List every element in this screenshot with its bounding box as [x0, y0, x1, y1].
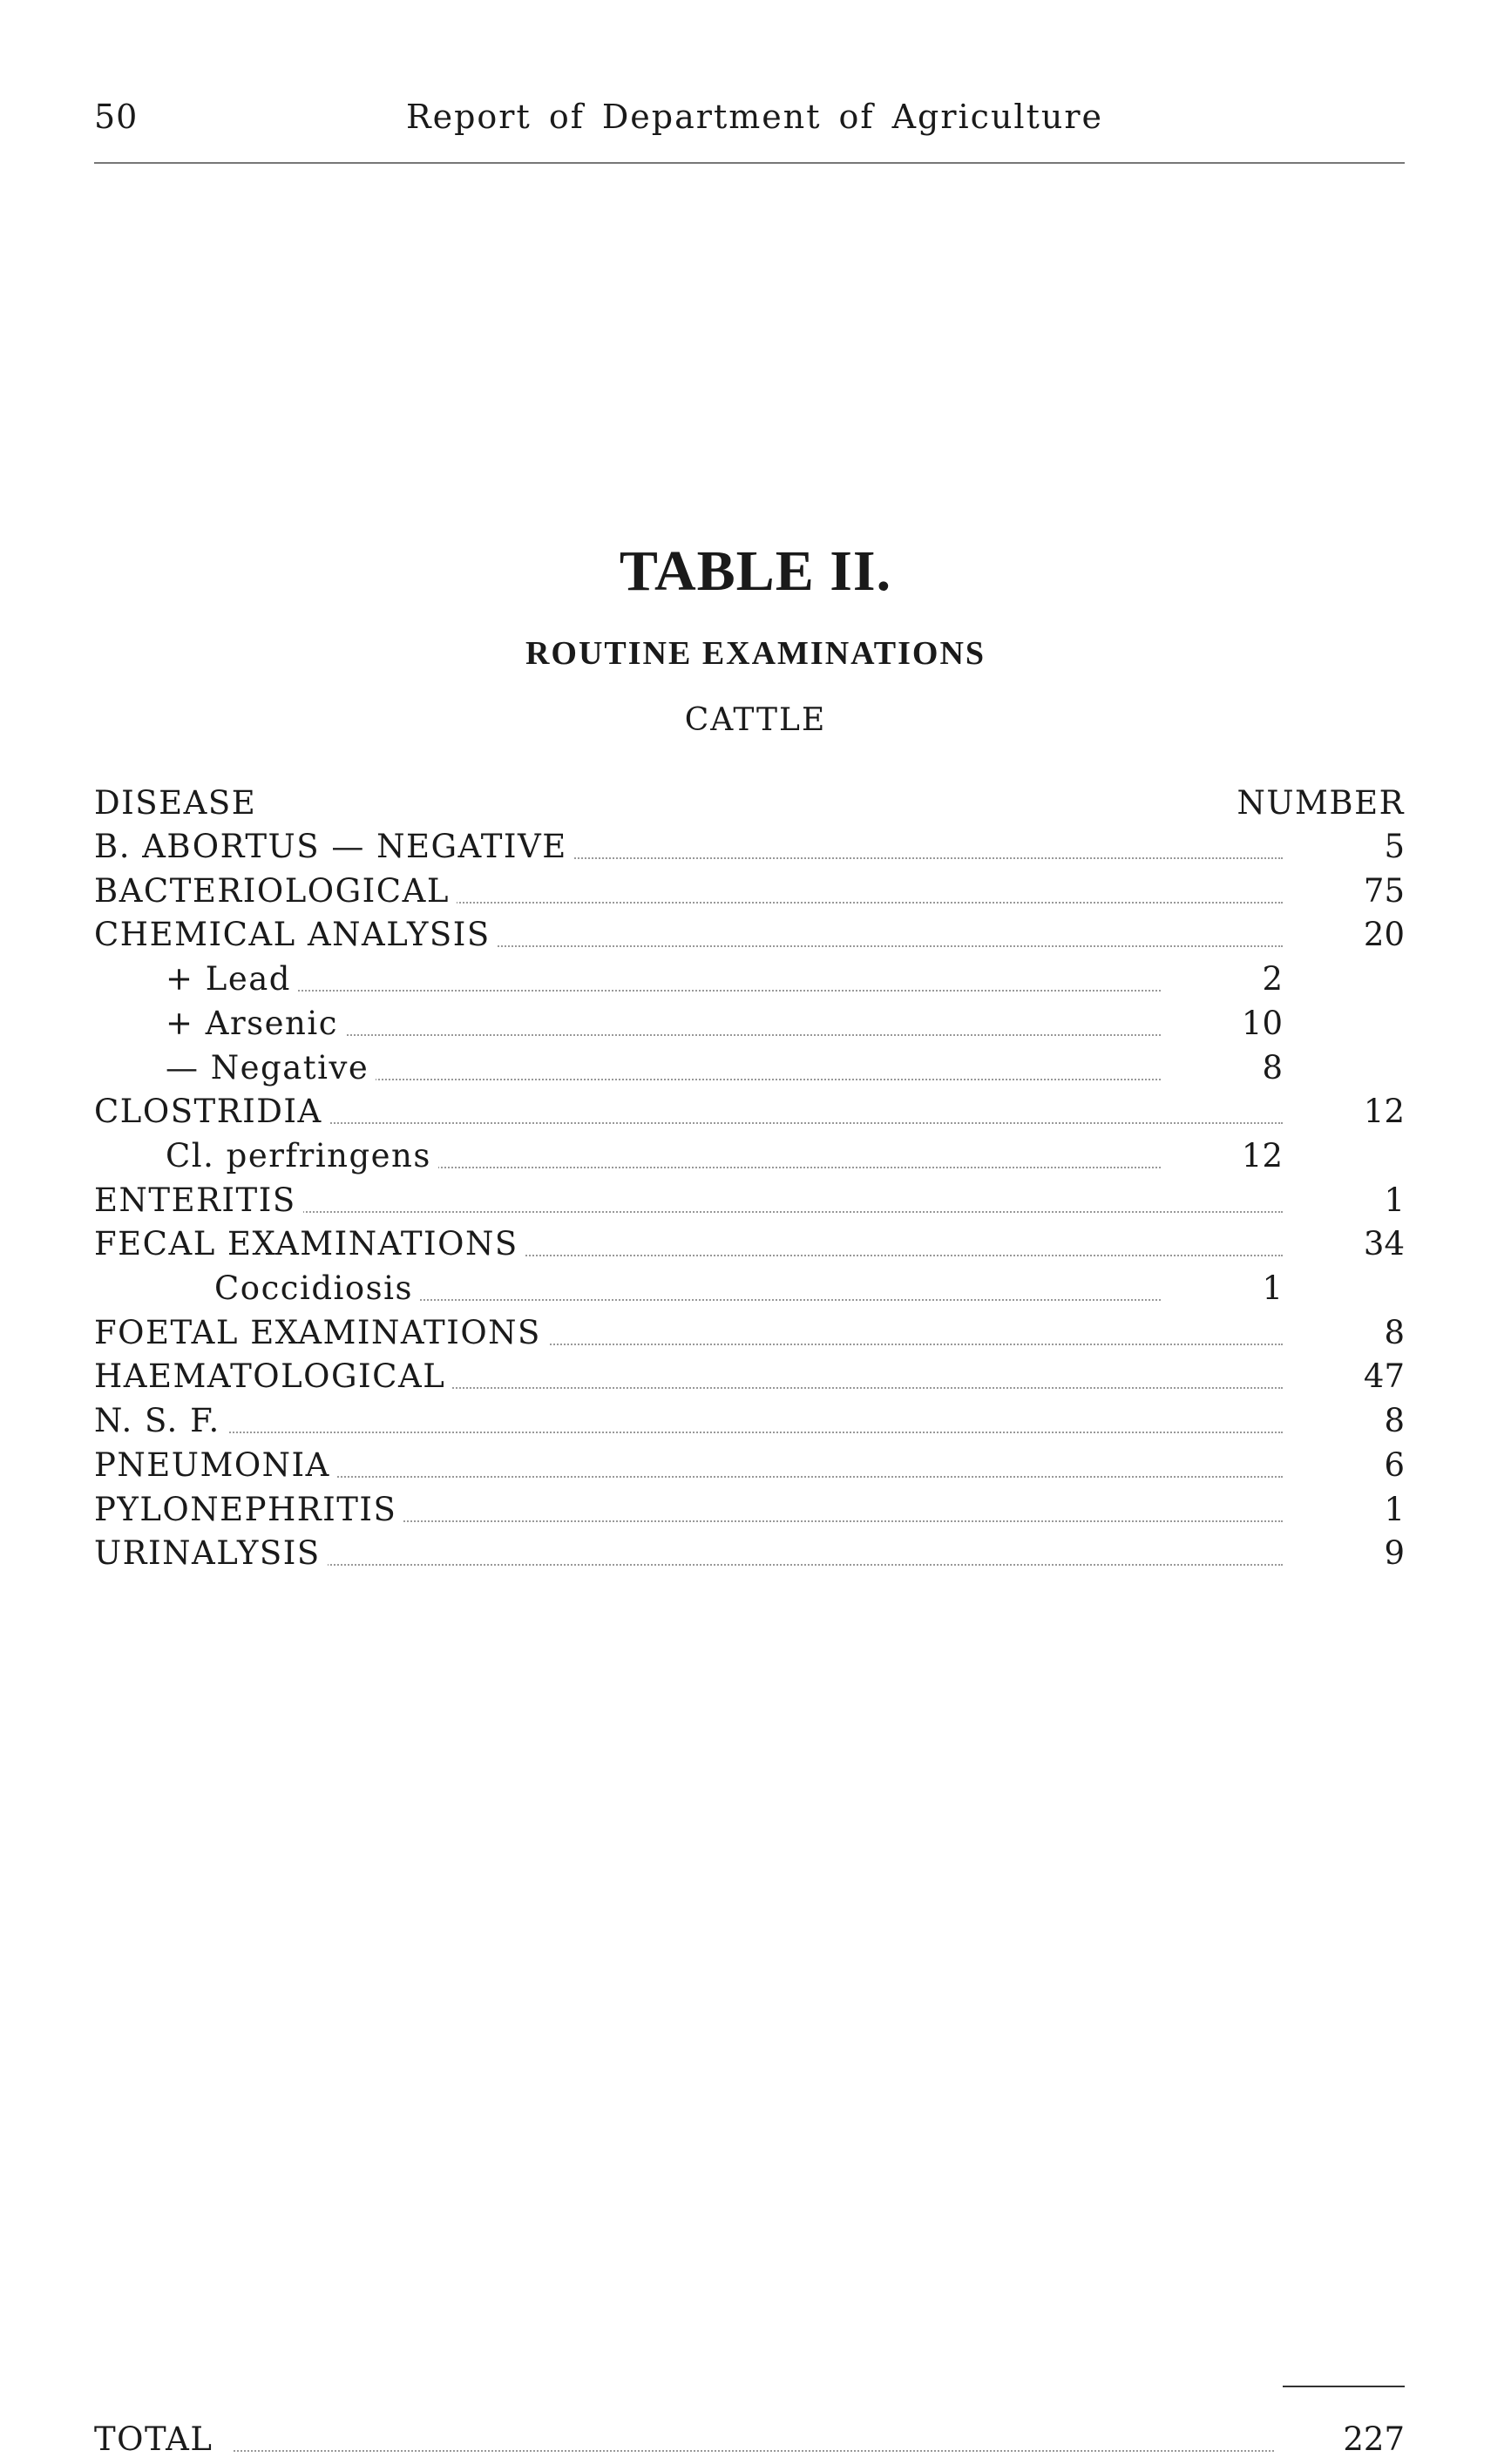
row-label: FOETAL EXAMINATIONS — [94, 1314, 548, 1351]
row-value: 8 — [1379, 1314, 1405, 1351]
table-row — [94, 1137, 1405, 1181]
table-title: TABLE II. — [619, 539, 892, 603]
total-value: 227 — [1338, 2420, 1405, 2458]
column-header-number: NUMBER — [1231, 784, 1405, 822]
row-label: + Arsenic — [166, 1005, 345, 1042]
table-row — [94, 916, 1405, 959]
row-label: CLOSTRIDIA — [94, 1093, 329, 1130]
table-row — [94, 1446, 1405, 1490]
table-row — [94, 960, 1405, 1004]
table-row — [94, 1225, 1405, 1269]
table-row — [94, 1049, 1405, 1093]
table-row — [94, 1534, 1405, 1578]
row-label: PYLONEPHRITIS — [94, 1491, 403, 1528]
row-value: 47 — [1359, 1357, 1405, 1395]
row-value: 9 — [1379, 1534, 1405, 1572]
table-row — [94, 1314, 1405, 1357]
row-label: BACTERIOLOGICAL — [94, 872, 457, 910]
row-value: 1 — [1379, 1491, 1405, 1528]
row-label: CHEMICAL ANALYSIS — [94, 916, 498, 953]
table-row — [94, 1491, 1405, 1534]
row-label: ENTERITIS — [94, 1181, 303, 1219]
row-label: FECAL EXAMINATIONS — [94, 1225, 525, 1262]
total-row — [94, 2420, 1405, 2464]
header-rule — [94, 162, 1405, 164]
row-value: 20 — [1359, 916, 1405, 953]
row-value: 8 — [1379, 1402, 1405, 1439]
row-value: 12 — [1359, 1093, 1405, 1130]
table-header-row — [94, 784, 1405, 828]
running-head — [94, 98, 1405, 150]
leader-dots — [112, 1432, 1283, 1433]
leader-dots — [183, 990, 1161, 992]
row-value: 8 — [1257, 1049, 1283, 1086]
table-row — [94, 1093, 1405, 1136]
row-value: 34 — [1359, 1225, 1405, 1262]
table-row — [94, 872, 1405, 916]
table-row — [94, 1269, 1405, 1313]
row-value: 2 — [1257, 960, 1283, 998]
row-value: 5 — [1379, 828, 1405, 865]
row-label: HAEMATOLOGICAL — [94, 1357, 452, 1395]
row-label: N. S. F. — [94, 1402, 227, 1439]
row-label: PNEUMONIA — [94, 1446, 337, 1484]
table-row — [94, 1181, 1405, 1225]
column-header-disease: DISEASE — [94, 784, 263, 822]
table-row — [94, 1357, 1405, 1401]
total-label: TOTAL — [94, 2420, 220, 2458]
table-subtitle: ROUTINE EXAMINATIONS — [525, 635, 986, 672]
table-subject: CATTLE — [684, 702, 827, 738]
row-label: + Lead — [166, 960, 298, 998]
row-label: B. ABORTUS — NEGATIVE — [94, 828, 574, 865]
row-value: 1 — [1257, 1269, 1283, 1307]
total-rule — [1283, 2386, 1405, 2387]
table-row — [94, 1402, 1405, 1445]
table-row — [94, 828, 1405, 871]
running-title: Report of Department of Agriculture — [406, 98, 1103, 136]
row-value: 12 — [1237, 1137, 1283, 1174]
table-row — [94, 1005, 1405, 1048]
row-value: 1 — [1379, 1181, 1405, 1219]
row-label: Cl. perfringens — [166, 1137, 438, 1174]
row-label: Coccidiosis — [214, 1269, 420, 1307]
row-label: URINALYSIS — [94, 1534, 328, 1572]
leader-dots — [234, 2450, 1274, 2452]
row-value: 6 — [1379, 1446, 1405, 1484]
page-number: 50 — [94, 98, 139, 136]
row-value: 75 — [1359, 872, 1405, 910]
row-label: — Negative — [166, 1049, 376, 1086]
row-value: 10 — [1237, 1005, 1283, 1042]
